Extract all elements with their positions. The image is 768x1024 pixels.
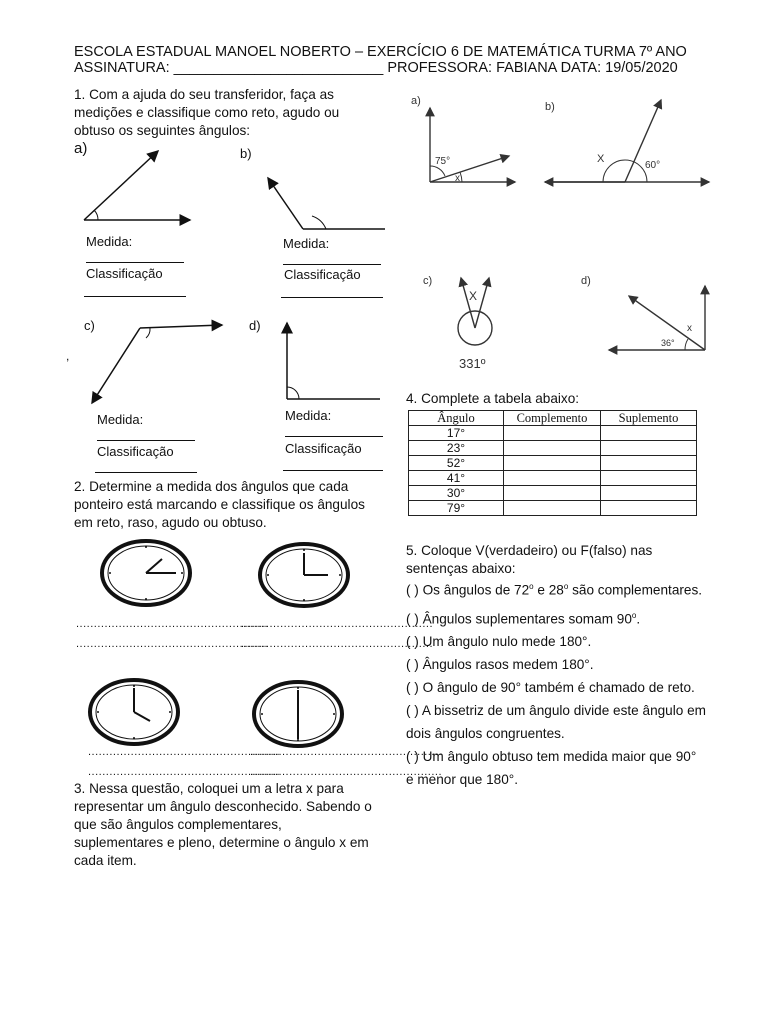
q1-letter-a: a): [74, 140, 88, 157]
q3-given-a: 75°: [435, 156, 451, 167]
q2-clock2-answer-1[interactable]: ......................................................: [241, 618, 434, 630]
svg-text:,: ,: [66, 349, 70, 363]
q3-figure-b: [545, 100, 709, 182]
q4-angle-value: 41°: [409, 471, 504, 486]
q4-angle-value: 30°: [409, 486, 504, 501]
q3-given-c: 331º: [459, 356, 486, 371]
q1-letter-d: d): [249, 318, 261, 333]
q2-clock4-answer-1[interactable]: ......................................................: [250, 746, 443, 758]
q5-statement-4[interactable]: ( ) Ângulos rasos medem 180°.: [406, 657, 594, 673]
clock-4: [254, 682, 342, 746]
q3-unknown-a: x: [455, 173, 460, 184]
q4-col-supplement: Suplemento: [601, 411, 697, 426]
q4-supplement-cell[interactable]: [601, 441, 697, 456]
q1-c-classification-label: Classificação: [97, 444, 174, 459]
q1-a-measure-label: Medida:: [86, 234, 133, 249]
table-row: [409, 471, 697, 486]
table-row: [409, 501, 697, 516]
q1-b-measure-blank[interactable]: [283, 264, 381, 265]
q1-angle-c: [92, 325, 222, 403]
q2-clock3-answer-1[interactable]: ......................................................: [88, 746, 281, 758]
q1-b-measure-label: Medida:: [283, 236, 330, 251]
q1-angle-a: [84, 151, 190, 220]
q5-statement-7[interactable]: ( ) Um ângulo obtuso tem medida maior que 90° e menor que 180°.: [406, 749, 697, 788]
q1-d-measure-blank[interactable]: [285, 436, 383, 437]
q2-text: 2. Determine a medida dos ângulos que cada ponteiro está marcando e classifique os ângulos em reto, raso, agudo ou obtuso.: [74, 479, 365, 530]
q3-letter-a: a): [411, 95, 421, 107]
q1-a-classification-label: Classificação: [86, 266, 163, 281]
q1-b-classification-blank[interactable]: [281, 297, 383, 298]
q3-letter-d: d): [581, 275, 591, 287]
q2-clock4-answer-2[interactable]: ......................................................: [250, 766, 443, 778]
q4-complement-cell[interactable]: [504, 441, 601, 456]
q4-angle-value: 17°: [409, 426, 504, 441]
table-row: [409, 426, 697, 441]
q4-angle-value: 23°: [409, 441, 504, 456]
q4-angle-table: [408, 410, 697, 516]
q4-complement-cell[interactable]: [504, 501, 601, 516]
q3-given-b: 60°: [645, 160, 661, 171]
q1-b-classification-label: Classificação: [284, 267, 361, 282]
q1-letter-c: c): [84, 318, 95, 333]
q1-a-classification-blank[interactable]: [84, 296, 186, 297]
q4-complement-cell[interactable]: [504, 471, 601, 486]
q3-angle-figures: [405, 88, 725, 378]
q1-d-classification-label: Classificação: [285, 441, 362, 456]
clock-2: [260, 544, 348, 606]
q2-clock2-answer-2[interactable]: ......................................................: [241, 638, 434, 650]
q2-clock1-answer-1[interactable]: ......................................................: [76, 618, 269, 630]
q1-text: 1. Com a ajuda do seu transferidor, faça as medições e classifique como reto, agudo ou obtuso os seguintes ângulos:: [74, 87, 340, 138]
q1-c-classification-blank[interactable]: [95, 472, 197, 473]
q4-table-header-row: [409, 411, 697, 426]
q4-supplement-cell[interactable]: [601, 501, 697, 516]
q3-unknown-b: X: [597, 153, 605, 165]
q1-d-classification-blank[interactable]: [283, 470, 383, 471]
q1-letter-b: b): [240, 146, 252, 161]
q5-statement-3[interactable]: ( ) Um ângulo nulo mede 180°.: [406, 634, 592, 650]
q3-letter-c: c): [423, 275, 433, 287]
clock-3: [90, 680, 178, 744]
q4-complement-cell[interactable]: [504, 486, 601, 501]
q3-unknown-c: X: [469, 289, 478, 303]
q5-statement-5[interactable]: ( ) O ângulo de 90° também é chamado de reto.: [406, 680, 695, 696]
q4-supplement-cell[interactable]: [601, 426, 697, 441]
q2-clock3-answer-2[interactable]: ......................................................: [88, 766, 281, 778]
q4-supplement-cell[interactable]: [601, 486, 697, 501]
q3-unknown-d: x: [687, 323, 692, 334]
q2-clock1-answer-2[interactable]: ......................................................: [76, 638, 269, 650]
header-line-2: ASSINATURA: __________________________ PROFESSORA: FABIANA DATA: 19/05/2020: [74, 60, 678, 76]
q3-given-d: 36°: [661, 338, 675, 348]
q3-figure-a: [430, 108, 515, 182]
q5-statement-6[interactable]: ( ) A bissetriz de um ângulo divide este ângulo em dois ângulos congruentes.: [406, 703, 706, 742]
q5-statement-1[interactable]: ( ) Os ângulos de 72$^o$ e 28$^o$ são complementares.: [406, 582, 703, 598]
q4-angle-value: 52°: [409, 456, 504, 471]
q4-complement-cell[interactable]: [504, 426, 601, 441]
q5-text: 5. Coloque V(verdadeiro) ou F(falso) nas sentenças abaixo:: [406, 543, 653, 576]
q1-angle-b: [268, 178, 385, 229]
q4-supplement-cell[interactable]: [601, 471, 697, 486]
table-row: [409, 486, 697, 501]
q5-statement-list: [406, 575, 706, 791]
q4-text: 4. Complete a tabela abaixo:: [406, 391, 580, 406]
clock-1: [102, 541, 190, 605]
q1-angle-d: [287, 323, 380, 399]
q1-c-measure-blank[interactable]: [97, 440, 195, 441]
q3-letter-b: b): [545, 101, 555, 113]
table-row: [409, 456, 697, 471]
q3-text: 3. Nessa questão, coloquei um a letra x para representar um ângulo desconhecido. Sabendo o que são ângulos complementares, suplementares e pleno, determine o ângulo x em cada item.: [74, 781, 372, 868]
q5-statement-2[interactable]: ( ) Ângulos suplementares somam 90$^o$.: [406, 610, 641, 627]
header-line-1: ESCOLA ESTADUAL MANOEL NOBERTO – EXERCÍCIO 6 DE MATEMÁTICA TURMA 7º ANO: [74, 44, 687, 60]
q1-d-measure-label: Medida:: [285, 408, 332, 423]
q4-col-complement: Complemento: [504, 411, 601, 426]
q4-col-angle: Ângulo: [409, 411, 504, 426]
q1-a-measure-blank[interactable]: [86, 262, 184, 263]
q1-c-measure-label: Medida:: [97, 412, 144, 427]
table-row: [409, 441, 697, 456]
q4-angle-value: 79°: [409, 501, 504, 516]
q3-figure-d: [609, 286, 705, 350]
q4-supplement-cell[interactable]: [601, 456, 697, 471]
q4-complement-cell[interactable]: [504, 456, 601, 471]
